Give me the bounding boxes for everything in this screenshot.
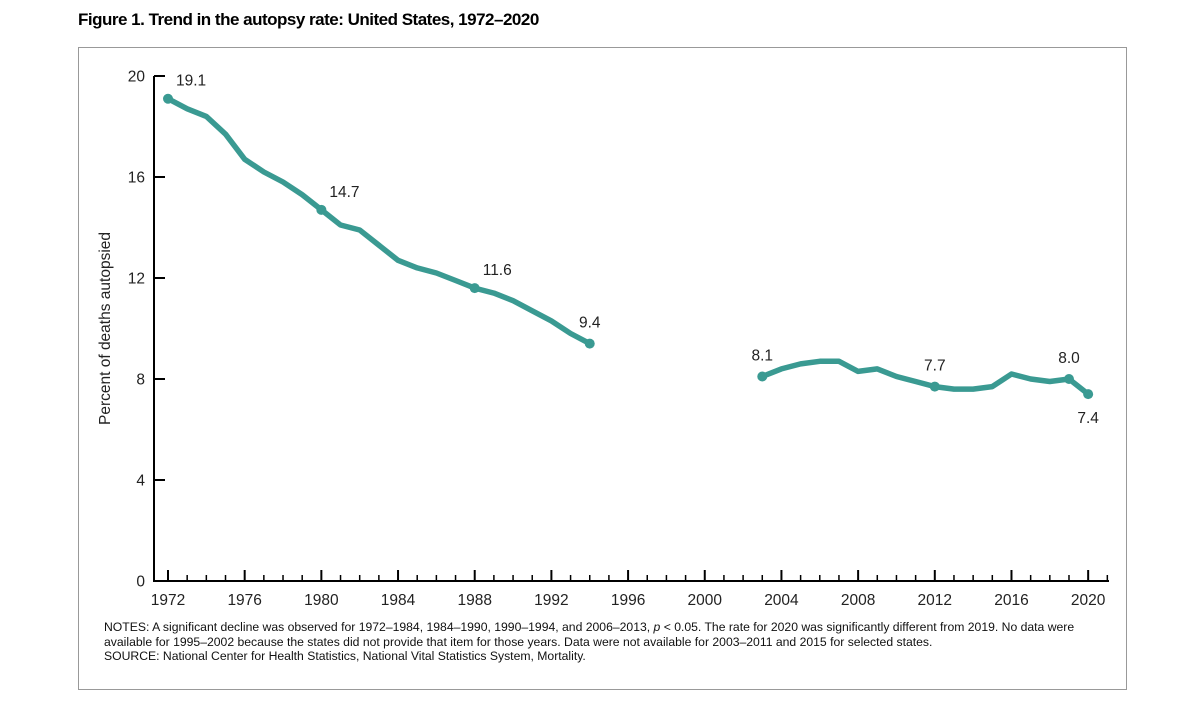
data-point-label: 8.1: [751, 347, 774, 365]
y-tick-label: 8: [136, 371, 145, 389]
x-tick-label: 2020: [1070, 592, 1106, 609]
data-point-marker: [585, 339, 595, 349]
y-tick-label: 16: [127, 169, 145, 187]
data-point-marker: [1083, 389, 1093, 399]
x-tick-label: 1992: [534, 592, 569, 609]
x-tick-label: 1996: [610, 592, 646, 609]
notes-p-italic: p: [653, 620, 661, 634]
data-point-label: 19.1: [176, 72, 207, 90]
x-tick-label: 1976: [227, 592, 262, 609]
x-tick-label: 1972: [150, 592, 186, 609]
data-point-marker: [757, 371, 767, 381]
trend-line-1972-1994: [168, 99, 590, 344]
y-tick-label: 20: [127, 68, 145, 86]
data-point-label: 7.4: [1077, 410, 1099, 428]
data-point-label: 8.0: [1058, 350, 1080, 367]
autopsy-trend-line-chart: [79, 48, 1124, 616]
data-point-marker: [316, 205, 326, 215]
x-tick-label: 2000: [687, 592, 723, 609]
source-text: SOURCE: National Center for Health Statistics, National Vital Statistics System, Mortality.: [104, 649, 586, 664]
y-axis-title: Percent of deaths autopsied: [97, 231, 114, 426]
x-tick-label: 1980: [304, 592, 339, 609]
x-tick-label: 2012: [917, 592, 953, 609]
data-point-label: 14.7: [329, 183, 360, 201]
notes-text: [104, 620, 1110, 649]
figure-title: Figure 1. Trend in the autopsy rate: United States, 1972–2020: [78, 10, 539, 29]
y-tick-label: 12: [127, 270, 145, 288]
axes: [154, 76, 1109, 581]
y-tick-label: 0: [136, 573, 145, 591]
notes-prefix: NOTES: A significant decline was observed for 1972–1984, 1984–1990, 1990–1994, and 2006–2013,: [104, 620, 654, 634]
data-point-marker: [163, 94, 173, 104]
data-point-label: 11.6: [482, 262, 512, 280]
x-tick-label: 2008: [840, 592, 876, 609]
data-point-marker: [1064, 374, 1074, 384]
chart-notes: [104, 620, 1110, 664]
notes-suffix: < 0.05. The rate for 2020 was significantly different from 2019. No data were available for 1995–2002 because the states did not provide that item for those years. Data were not available for 2003–2011 and 2015 for selected states.: [104, 620, 1075, 649]
x-tick-label: 2004: [764, 592, 799, 609]
data-point-marker: [470, 283, 480, 293]
x-tick-label: 2016: [994, 592, 1029, 609]
x-tick-label: 1984: [380, 592, 416, 609]
figure-box: [78, 47, 1127, 690]
data-point-marker: [930, 382, 940, 392]
data-point-label: 7.7: [924, 357, 946, 375]
data-point-label: 9.4: [578, 314, 601, 332]
x-tick-label: 1988: [457, 592, 492, 609]
y-tick-label: 4: [136, 472, 145, 490]
